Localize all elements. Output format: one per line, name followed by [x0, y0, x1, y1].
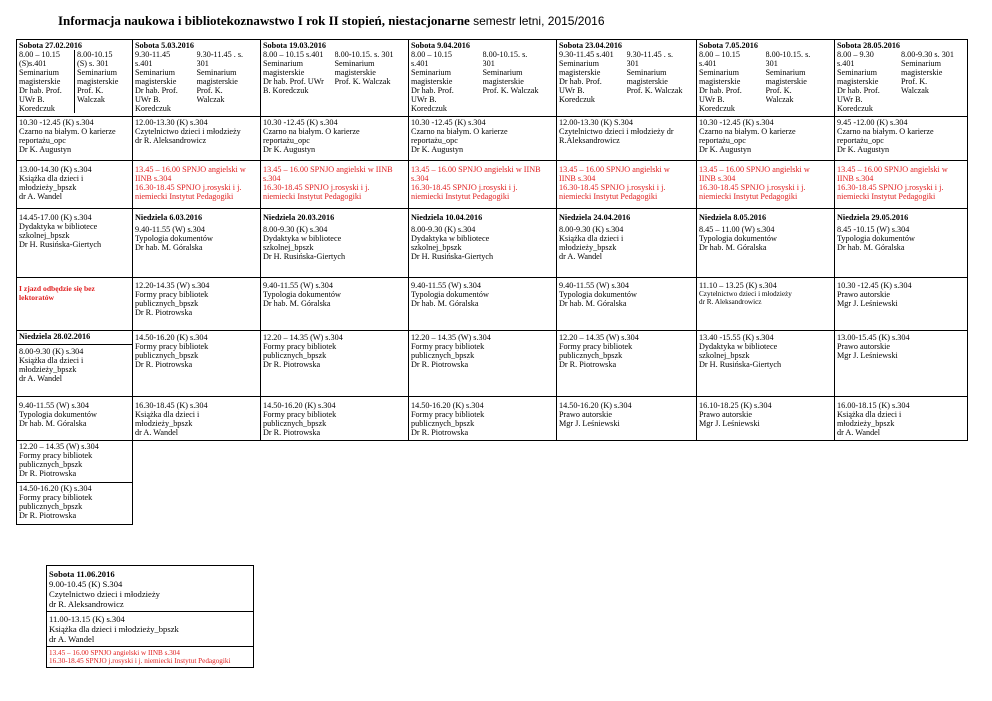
sat-cell-0: [17, 40, 133, 117]
class-cell: 13.00-15.45 (K) s.304 Prawo autorskie Mgr J. Leśniewski: [835, 331, 968, 397]
sunday-date: Niedziela 29.05.2016: [837, 213, 909, 222]
sat-mid-cell: 10.30 -12.45 (K) s.304 Czarno na białym. O karierze reportażu_opc Dr K. Augustyn: [261, 117, 409, 161]
saturday-row: [17, 40, 968, 117]
language-cell: 13.45 – 16.00 SPNJO angielski w IINB s.304 16.30-18.45 SPNJO j.rosyski i j. niemiecki Instytut Pedagogiki: [409, 161, 557, 209]
class-cell: [697, 278, 835, 331]
seminar-b: 9.30-11.45 . s. 301 Seminarium magisterskie Prof. K. Walczak: [196, 50, 244, 104]
class-text: 8.00-9.30 (K) s.304 Książka dla dzieci i młodzieży_bpszk dr A. Wandel: [559, 225, 624, 261]
sat-cell-5: [697, 40, 835, 117]
class-cell: 14.50-16.20 (K) s.304 Formy pracy bibliotek publicznych_bpszk Dr R. Piotrowska: [17, 483, 133, 525]
language-cell: 13.45 – 16.00 SPNJO angielski w IINB s.304 16.30-18.45 SPNJO j.rosyski i j. niemiecki Instytut Pedagogiki: [133, 161, 261, 209]
class-cell: 12.20 – 14.35 (W) s.304 Formy pracy bibliotek publicznych_bpszk Dr R. Piotrowska: [409, 331, 557, 397]
sunday-first-cell: [17, 331, 133, 397]
class-row-b: [17, 278, 968, 331]
extra-row-2: [17, 483, 968, 525]
class-cell: 9.40-11.55 (W) s.304 Typologia dokumentów Dr hab. M. Góralska: [261, 278, 409, 331]
sat-cell-4: [557, 40, 697, 117]
sat-date: Sobota 27.02.2016: [19, 41, 83, 50]
class-text: 9.00-10.45 (K) S.304 Czytelnictwo dzieci i młodzieży dr R. Aleksandrowicz: [49, 579, 160, 609]
seminar-a: 9.30-11.45 s.401 Seminarium magisterskie Dr hab. Prof. UWr B. Koredczuk: [559, 50, 614, 104]
sat-date: Sobota 19.03.2016: [263, 41, 327, 50]
sat-date: Sobota 23.04.2016: [559, 41, 623, 50]
sat-mid-cell: 9.45 -12.00 (K) s.304 Czarno na białym. O karierze reportażu_opc Dr K. Augustyn: [835, 117, 968, 161]
sunday-date: Niedziela 28.02.2016: [17, 331, 132, 345]
class-text: 8.45 -10.15 (W) s.304 Typologia dokumentów Dr hab. M. Góralska: [837, 225, 915, 252]
class-cell: 14.50-16.20 (K) s.304 Formy pracy bibliotek publicznych_bpszk Dr R. Piotrowska: [409, 397, 557, 441]
class-text: 9.40-11.55 (W) s.304 Typologia dokumentów Dr hab. M. Góralska: [135, 225, 213, 252]
class-text: Czytelnictwo dzieci i młodzieży dr R. Aleksandrowicz: [699, 290, 792, 306]
sat-mid-cell: 10.30 -12.45 (K) s.304 Czarno na białym. O karierze reportażu_opc Dr K. Augustyn: [409, 117, 557, 161]
title-semester: semestr letni, 2015/2016: [473, 14, 605, 28]
seminar-a: 8.00 – 10.15 s.401 Seminarium magisterskie Dr hab. Prof. UWr B. Koredczuk: [263, 50, 324, 95]
class-cell: 9.40-11.55 (W) s.304 Typologia dokumentów Dr hab. M. Góralska: [557, 278, 697, 331]
seminar-b: 9.30-11.45 . s. 301 Seminarium magisterskie Prof. K. Walczak: [626, 50, 683, 95]
class-cell: 9.40-11.55 (W) s.304 Typologia dokumentów Dr hab. M. Góralska: [17, 397, 133, 441]
seminar-b: 8.00-10.15 (S) s. 301 Seminarium magisterskie Prof. K. Walczak: [77, 50, 119, 104]
sunday-cell: [697, 209, 835, 278]
class-cell: 13.00-14.30 (K) s.304 Książka dla dzieci i młodzieży_bpszk dr A. Wandel: [17, 161, 133, 209]
seminar-b: 8.00-10.15. s. 301 Seminarium magisterskie Prof. K. Walczak: [482, 50, 539, 95]
language-cell: 13.45 – 16.00 SPNJO angielski w IINB s.304 16.30-18.45 SPNJO j.rosyski i j. niemiecki Instytut Pedagogiki: [557, 161, 697, 209]
schedule-table: [16, 39, 968, 525]
sunday-cell: [261, 209, 409, 278]
sat-cell-2: [261, 40, 409, 117]
note-no-languages: I zjazd odbędzie się bez lektoratów: [17, 278, 133, 331]
sunday-date: Niedziela 24.04.2016: [559, 213, 631, 222]
seminar-b: 8.00-10.15. s. 301 Seminarium magisterskie Prof. K. Walczak: [765, 50, 811, 104]
sat-date: Sobota 28.05.2016: [837, 41, 901, 50]
sunday-date: Niedziela 8.05.2016: [699, 213, 767, 222]
class-cell: 9.40-11.55 (W) s.304 Typologia dokumentów Dr hab. M. Góralska: [409, 278, 557, 331]
sunday-cell: [409, 209, 557, 278]
class-time: 11.10 – 13.25 (K) s.304: [699, 281, 777, 290]
sat-mid-cell: 10.30 -12.45 (K) s.304 Czarno na białym. O karierze reportażu_opc Dr K. Augustyn: [17, 117, 133, 161]
seminar-a: 8.00 – 9.30 s.401 Seminarium magisterskie Dr hab. Prof. UWr B. Koredczuk: [837, 50, 880, 113]
seminar-b: 8.00-9.30 s. 301 Seminarium magisterskie Prof. K. Walczak: [901, 50, 954, 95]
seminar-b: 8.00-10.15. s. 301 Seminarium magisterskie Prof. K. Walczak: [334, 50, 394, 86]
class-cell: 14.50-16.20 (K) s.304 Formy pracy bibliotek publicznych_bpszk Dr R. Piotrowska: [261, 397, 409, 441]
language-row: [17, 161, 968, 209]
language-cell: 13.45 – 16.00 SPNJO angielski w IINB s.304 16.30-18.45 SPNJO j.rosyski i j. niemiecki Instytut Pedagogiki: [49, 649, 231, 665]
class-cell: 14.45-17.00 (K) s.304 Dydaktyka w bibliotece szkolnej_bpszk Dr H. Rusińska-Giertych: [17, 209, 133, 278]
sat-cell-1: [133, 40, 261, 117]
seminar-a: 8.00 – 10.15 s.401 Seminarium magisterskie Dr hab. Prof. UWr B. Koredczuk: [699, 50, 742, 113]
class-text: 8.00-9.30 (K) s.304 Książka dla dzieci i młodzieży_bpszk dr A. Wandel: [19, 347, 84, 383]
sat-date: Sobota 7.05.2016: [699, 41, 758, 50]
class-cell: 12.20 – 14.35 (W) s.304 Formy pracy bibliotek publicznych_bpszk Dr R. Piotrowska: [17, 441, 133, 483]
sat-date: Sobota 5.03.2016: [135, 41, 194, 50]
title-main: Informacja naukowa i bibliotekoznawstwo I rok II stopień, niestacjonarne: [58, 13, 470, 28]
saturday-mid-row: [17, 117, 968, 161]
sunday-cell: [557, 209, 697, 278]
saturday-extra-first: [47, 566, 253, 612]
class-cell: 11.00-13.15 (K) s.304 Książka dla dzieci i młodzieży_bpszk dr A. Wandel: [47, 612, 253, 647]
class-row-c: [17, 331, 968, 397]
sat-cell-3: [409, 40, 557, 117]
sunday-date: Niedziela 10.04.2016: [411, 213, 483, 222]
seminar-a: 8.00 – 10.15 s.401 Seminarium magisterskie Dr hab. Prof. UWr B. Koredczuk: [411, 50, 454, 113]
class-cell: 16.30-18.45 (K) s.304 Książka dla dzieci i młodzieży_bpszk dr A. Wandel: [133, 397, 261, 441]
class-text: 8.45 – 11.00 (W) s.304 Typologia dokumentów Dr hab. M. Góralska: [699, 225, 777, 252]
sat-mid-cell: 12.00-13.30 (K) S.304 Czytelnictwo dzieci i młodzieży dr R.Aleksandrowicz: [557, 117, 697, 161]
sat-date: Sobota 9.04.2016: [411, 41, 470, 50]
seminar-a: 8.00 – 10.15 (S)s.401 Seminarium magisterskie Dr hab. Prof. UWr B. Koredczuk: [19, 50, 75, 113]
class-cell: 14.50-16.20 (K) s.304 Formy pracy bibliotek publicznych_bpszk Dr R. Piotrowska: [133, 331, 261, 397]
page-title: [58, 13, 605, 29]
class-text: 8.00-9.30 (K) s.304 Dydaktyka w bibliotece szkolnej_bpszk Dr H. Rusińska-Giertych: [411, 225, 494, 261]
class-text: 8.00-9.30 (K) s.304 Dydaktyka w bibliotece szkolnej_bpszk Dr H. Rusińska-Giertych: [263, 225, 346, 261]
class-cell: 12.20-14.35 (W) s.304 Formy pracy bibliotek publicznych_bpszk Dr R. Piotrowska: [133, 278, 261, 331]
sunday-cell: [133, 209, 261, 278]
sunday-cell: [835, 209, 968, 278]
class-row-d: [17, 397, 968, 441]
language-cell: 13.45 – 16.00 SPNJO angielski w IINB s.304 16.30-18.45 SPNJO j.rosyski i j. niemiecki Instytut Pedagogiki: [697, 161, 835, 209]
sat-mid-cell: 10.30 -12.45 (K) s.304 Czarno na białym. O karierze reportażu_opc Dr K. Augustyn: [697, 117, 835, 161]
sat-cell-6: [835, 40, 968, 117]
class-cell: 12.20 – 14.35 (W) s.304 Formy pracy bibliotek publicznych_bpszk Dr R. Piotrowska: [557, 331, 697, 397]
class-cell: 14.50-16.20 (K) s.304 Prawo autorskie Mgr J. Leśniewski: [557, 397, 697, 441]
class-cell: 10.30 -12.45 (K) s.304 Prawo autorskie Mgr J. Leśniewski: [835, 278, 968, 331]
language-cell: 13.45 – 16.00 SPNJO angielski w IINB s.304 16.30-18.45 SPNJO j.rosyski i j. niemiecki Instytut Pedagogiki: [835, 161, 968, 209]
sunday-date: Niedziela 6.03.2016: [135, 213, 203, 222]
class-cell: 13.40 -15.55 (K) s.304 Dydaktyka w bibliotece szkolnej_bpszk Dr H. Rusińska-Giertych: [697, 331, 835, 397]
language-cell: 13.45 – 16.00 SPNJO angielski w IINB s.304 16.30-18.45 SPNJO j.rosyski i j. niemiecki Instytut Pedagogiki: [261, 161, 409, 209]
extra-row-1: [17, 441, 968, 483]
class-cell: 16.00-18.15 (K) s.304 Książka dla dzieci i młodzieży_bpszk dr A. Wandel: [835, 397, 968, 441]
class-cell: 16.10-18.25 (K) s.304 Prawo autorskie Mgr J. Leśniewski: [697, 397, 835, 441]
sat-mid-cell: 12.00-13.30 (K) s.304 Czytelnictwo dzieci i młodzieży dr R. Aleksandrowicz: [133, 117, 261, 161]
class-cell: 12.20 – 14.35 (W) s.304 Formy pracy bibliotek publicznych_bpszk Dr R. Piotrowska: [261, 331, 409, 397]
sunday-row: [17, 209, 968, 278]
seminar-a: 9.30-11.45 s.401 Seminarium magisterskie Dr hab. Prof. UWr B. Koredczuk: [135, 50, 178, 113]
saturday-extra-box: [46, 565, 254, 668]
sunday-date: Niedziela 20.03.2016: [263, 213, 335, 222]
sat-date: Sobota 11.06.2016: [49, 569, 115, 579]
